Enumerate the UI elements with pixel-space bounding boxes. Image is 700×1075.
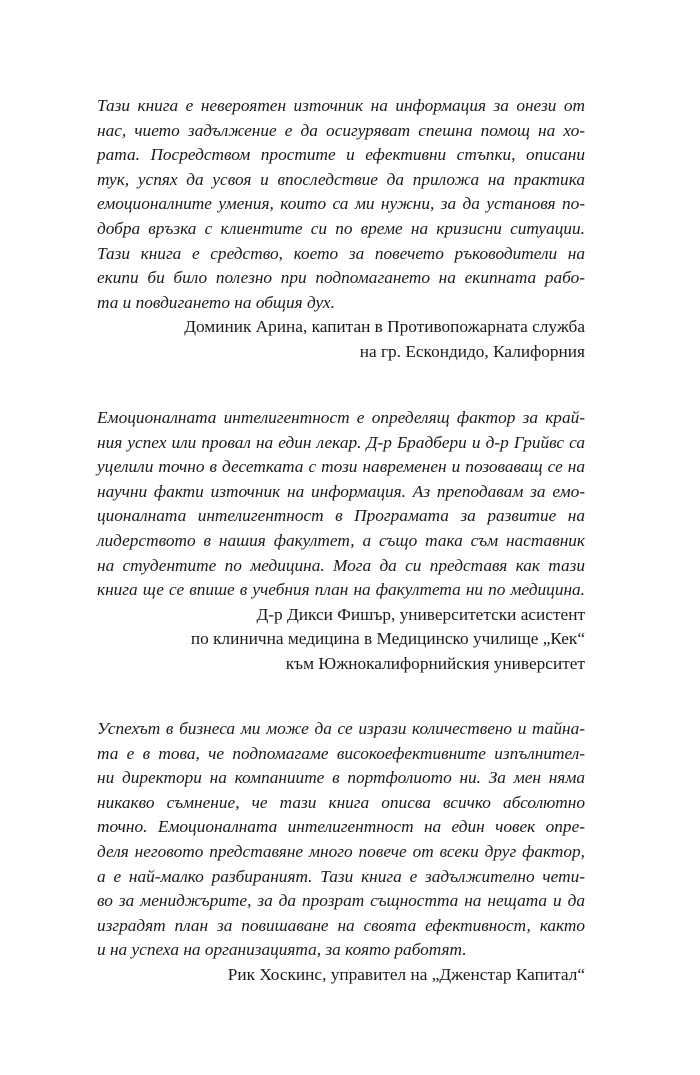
quote-line: Тази книга е средство, което за повечето ръководители на: [97, 243, 585, 263]
attribution-line: Доминик Арина, капитан в Противопожарната служба: [184, 317, 585, 337]
attribution-line: към Южнокалифорнийския университет: [285, 653, 585, 673]
quote-line: та е в това, че подпомагаме високоефективните изпълнител-: [97, 743, 585, 763]
quote-line: точно. Емоционалната интелигентност на един човек опре-: [97, 817, 585, 837]
quote-line: ционалната интелигентност в Програмата за развитие на: [97, 506, 585, 526]
quote-line: ния успех или провал на един лекар. Д-р Брадбери и д-р Грийвс са: [97, 432, 585, 452]
quote-line: рата. Посредством простите и ефективни стъпки, описани: [97, 145, 585, 165]
testimonial-1: [97, 94, 585, 365]
testimonial-2: [97, 406, 585, 677]
testimonial-3: [97, 717, 585, 988]
quote-line: Емоционалната интелигентност е определящ фактор за край-: [97, 408, 585, 427]
quote-line: никакво съмнение, че тази книга описва всичко абсолютно: [97, 792, 585, 812]
quote-line: изградят план за повишаване на своята ефективност, както: [97, 915, 585, 935]
quote-line: научни факти източник на информация. Аз преподавам за емо-: [97, 481, 585, 501]
quote-line: деля неговото представяне много повече от всеки друг фактор,: [97, 841, 585, 861]
quote-line: лидерството в нашия факултет, а също така съм наставник: [97, 530, 585, 550]
attribution-line: на гр. Ескондидо, Калифорния: [359, 341, 585, 361]
attribution-line: по клинична медицина в Медицинско училище „Кек“: [190, 629, 585, 649]
quote-line: емоционалните умения, които са ми нужни, за да установя по-: [97, 194, 585, 214]
quote-line: та и повдигането на общия дух.: [97, 292, 335, 312]
quote-line: Успехът в бизнеса ми може да се изрази количествено и тайна-: [97, 719, 585, 738]
quote-line: Тази книга е невероятен източник на информация за онези от: [97, 96, 585, 115]
quote-line: тук, успях да усвоя и впоследствие да приложа на практика: [97, 169, 585, 189]
quote-line: и на успеха на организацията, за която работят.: [97, 940, 467, 960]
quote-line: ни директори на компаниите в портфолиото ни. За мен няма: [97, 768, 585, 788]
quote-line: екипи би било полезно при подпомагането на екипната рабо-: [97, 268, 585, 288]
attribution-line: Д-р Дикси Фишър, университетски асистент: [256, 604, 585, 624]
quote-line: во за мениджърите, за да прозрат същността на нещата и да: [97, 891, 585, 911]
quote-line: книга ще се впише в учебния план на факултета ни по медицина.: [97, 580, 585, 600]
quote-line: а е най-малко разбираният. Тази книга е задължително чети-: [97, 866, 585, 886]
quote-line: на студентите по медицина. Мога да си представя как тази: [97, 555, 585, 575]
attribution-line: Рик Хоскинс, управител на „Дженстар Капитал“: [227, 964, 585, 984]
quote-line: добра връзка с клиентите си по време на кризисни ситуации.: [97, 218, 585, 238]
quote-line: уцелили точно в десетката с този навременен и позоваващ се на: [97, 457, 585, 477]
quote-line: нас, чието задължение е да осигуряват спешна помощ на хо-: [97, 120, 585, 140]
